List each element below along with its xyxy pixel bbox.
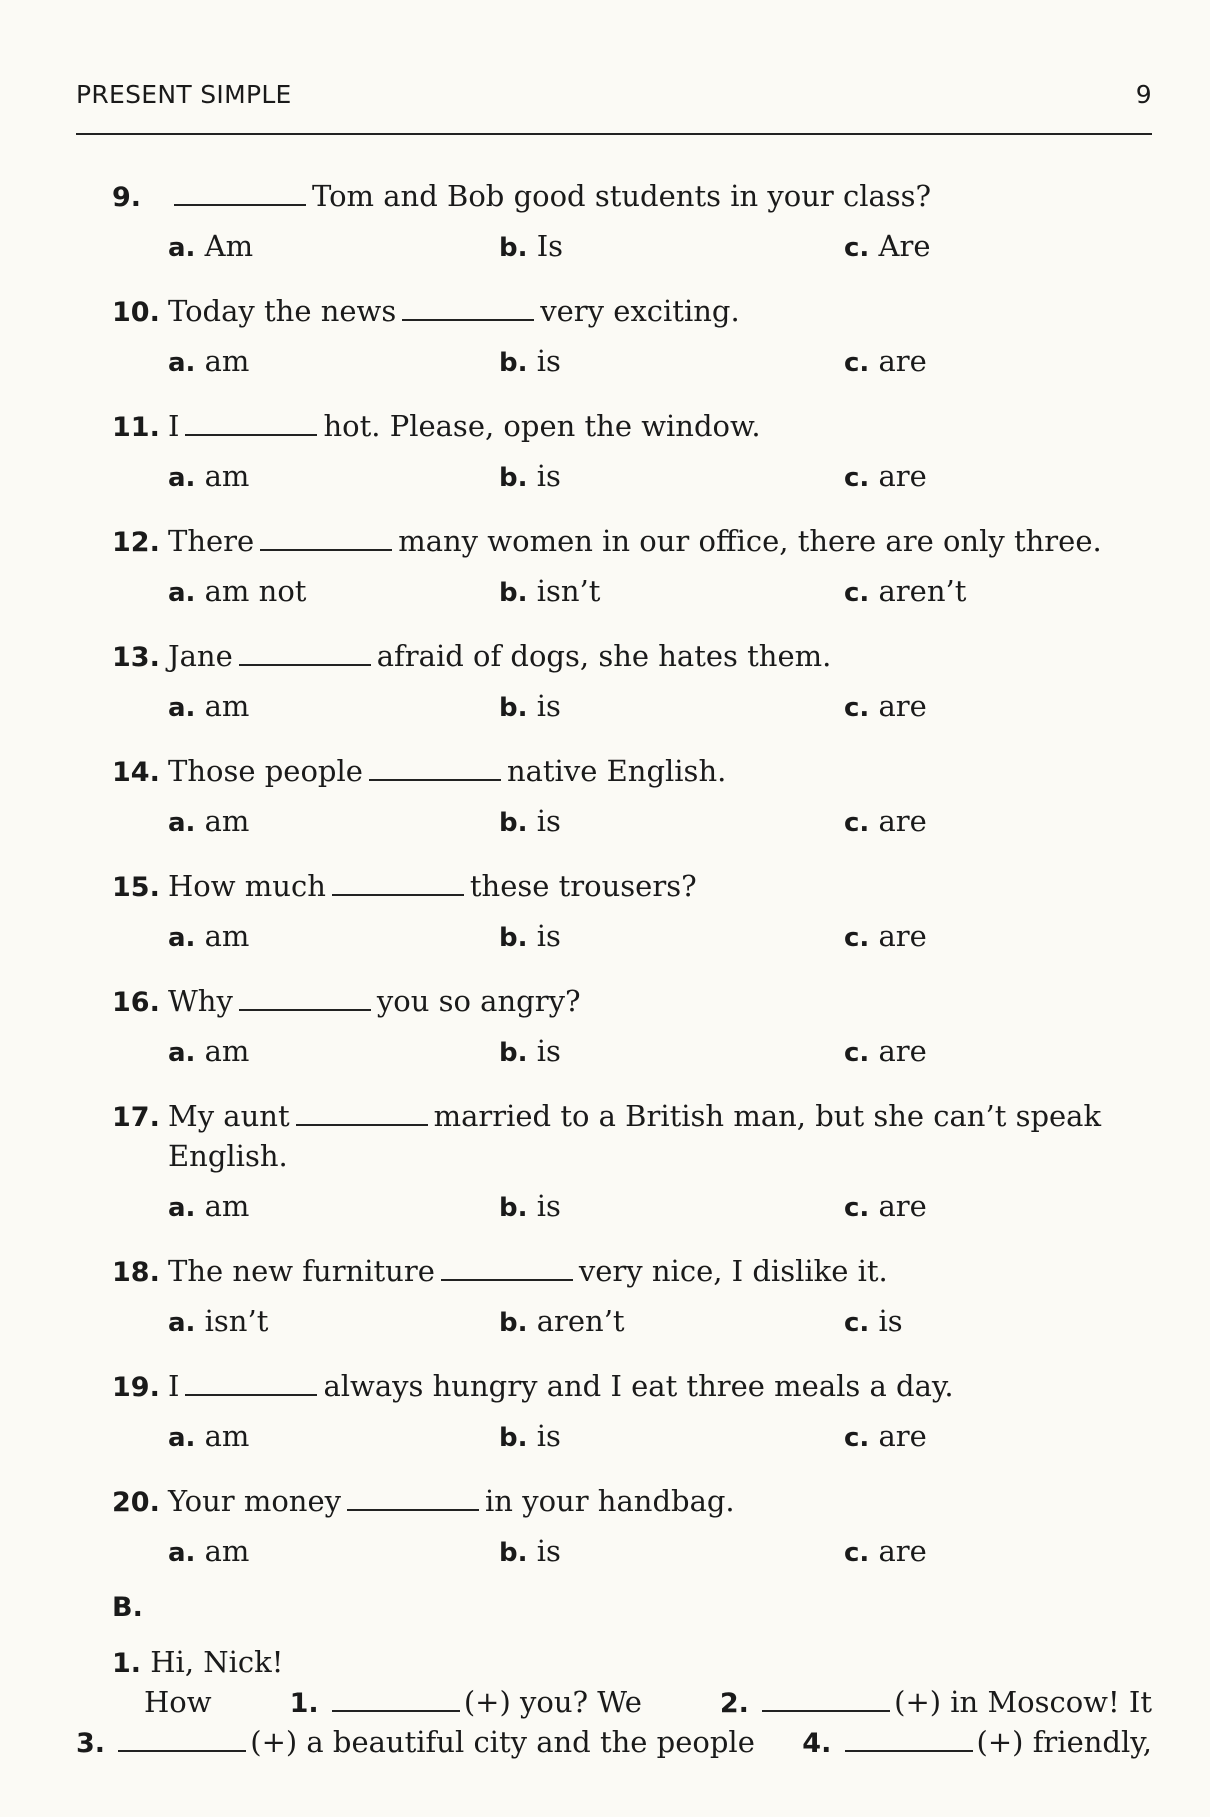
option-a[interactable]: a. Am: [168, 229, 254, 263]
option-c[interactable]: c. are: [844, 344, 927, 378]
answer-blank[interactable]: [347, 1485, 479, 1511]
option-b[interactable]: b. is: [499, 459, 561, 493]
option-c[interactable]: c. Are: [844, 229, 931, 263]
answer-options: [168, 801, 1068, 841]
question-text-before: Those people: [168, 754, 363, 788]
question-13: [112, 636, 1152, 678]
option-b[interactable]: b. is: [499, 1419, 561, 1453]
answer-options: [168, 226, 1068, 266]
question-number: 12.: [112, 527, 160, 558]
gap-3-input[interactable]: [118, 1726, 246, 1752]
question-18: [112, 1251, 1152, 1293]
letter-line-1: How 1. (+) you? We 2. (+) in Moscow! It: [144, 1685, 1152, 1719]
question-number: 10.: [112, 297, 160, 328]
option-b[interactable]: b. is: [499, 1034, 561, 1068]
question-text-after: very nice, I dislike it.: [578, 1254, 888, 1288]
question-text-before: My aunt: [168, 1099, 290, 1133]
question-text-before: Why: [168, 984, 233, 1018]
option-c[interactable]: c. aren’t: [844, 574, 967, 608]
question-text-before: Today the news: [168, 294, 397, 328]
answer-blank[interactable]: [441, 1255, 573, 1281]
answer-options: [168, 686, 1068, 726]
option-a[interactable]: a. am: [168, 919, 250, 953]
page-number: 9: [1135, 80, 1152, 109]
gap-2-input[interactable]: [762, 1686, 890, 1712]
answer-blank[interactable]: [185, 1370, 317, 1396]
answer-blank[interactable]: [332, 870, 464, 896]
question-15: [112, 866, 1152, 908]
option-b[interactable]: b. isn’t: [499, 574, 601, 608]
option-a[interactable]: a. am: [168, 459, 250, 493]
question-text-before: There: [168, 524, 255, 558]
answer-options: [168, 1301, 1068, 1341]
question-text-before: Your money: [168, 1484, 342, 1518]
option-c[interactable]: c. is: [844, 1304, 903, 1338]
question-number: 16.: [112, 987, 160, 1018]
question-text-after: very exciting.: [540, 294, 740, 328]
question-text-before: I: [168, 409, 180, 443]
option-a[interactable]: a. am: [168, 804, 250, 838]
question-number: 20.: [112, 1487, 160, 1518]
option-a[interactable]: a. isn’t: [168, 1304, 269, 1338]
question-text-after: in your handbag.: [485, 1484, 735, 1518]
option-b[interactable]: b. is: [499, 344, 561, 378]
question-number: 9.: [112, 182, 142, 213]
question-text-after: many women in our office, there are only three.: [398, 524, 1102, 558]
option-b[interactable]: b. is: [499, 1534, 561, 1568]
question-text-after: these trousers?: [469, 869, 697, 903]
option-c[interactable]: c. are: [844, 1034, 927, 1068]
option-b[interactable]: b. is: [499, 919, 561, 953]
answer-options: [168, 1531, 1068, 1571]
option-b[interactable]: b. is: [499, 804, 561, 838]
answer-blank[interactable]: [239, 985, 371, 1011]
answer-options: [168, 571, 1068, 611]
answer-options: [168, 916, 1068, 956]
option-b[interactable]: b. Is: [499, 229, 564, 263]
header-rule: [76, 133, 1152, 135]
answer-blank[interactable]: [185, 410, 317, 436]
question-text-after: Tom and Bob good students in your class?: [312, 179, 932, 213]
question-number: 14.: [112, 757, 160, 788]
question-number: 17.: [112, 1102, 160, 1133]
answer-options: [168, 1186, 1068, 1226]
answer-blank[interactable]: [260, 525, 392, 551]
question-text-before: The new furniture: [168, 1254, 435, 1288]
answer-options: [168, 1031, 1068, 1071]
answer-options: [168, 341, 1068, 381]
option-a[interactable]: a. am: [168, 1034, 250, 1068]
question-9: [112, 176, 1152, 218]
option-c[interactable]: c. are: [844, 689, 927, 723]
letter-greeting: 1. Hi, Nick!: [112, 1645, 284, 1679]
answer-options: [168, 456, 1068, 496]
question-text-before: Jane: [168, 639, 233, 673]
option-b[interactable]: b. is: [499, 689, 561, 723]
answer-blank[interactable]: [174, 180, 306, 206]
question-17: [112, 1096, 1152, 1138]
question-16: [112, 981, 1152, 1023]
question-text-after: hot. Please, open the window.: [323, 409, 761, 443]
answer-blank[interactable]: [296, 1100, 428, 1126]
answer-blank[interactable]: [369, 755, 501, 781]
question-11: [112, 406, 1152, 448]
letter-line-2: 3. (+) a beautiful city and the people 4. (+) friendly,: [76, 1725, 1152, 1759]
option-a[interactable]: a. am: [168, 1419, 250, 1453]
question-20: [112, 1481, 1152, 1523]
question-text-after: always hungry and I eat three meals a day.: [323, 1369, 954, 1403]
question-number: 19.: [112, 1372, 160, 1403]
option-c[interactable]: c. are: [844, 459, 927, 493]
question-text-after: you so angry?: [376, 984, 581, 1018]
question-number: 18.: [112, 1257, 160, 1288]
answer-blank[interactable]: [239, 640, 371, 666]
option-a[interactable]: a. am: [168, 1534, 250, 1568]
option-c[interactable]: c. are: [844, 804, 927, 838]
option-a[interactable]: a. am not: [168, 574, 307, 608]
option-c[interactable]: c. are: [844, 1534, 927, 1568]
question-number: 13.: [112, 642, 160, 673]
option-b[interactable]: b. is: [499, 1189, 561, 1223]
page-header: [76, 80, 1152, 109]
question-number: 11.: [112, 412, 160, 443]
option-a[interactable]: a. am: [168, 344, 250, 378]
question-text-after: native English.: [506, 754, 727, 788]
question-10: [112, 291, 1152, 333]
option-b[interactable]: b. aren’t: [499, 1304, 625, 1338]
option-c[interactable]: c. are: [844, 1189, 927, 1223]
question-12: [112, 521, 1152, 563]
question-19: [112, 1366, 1152, 1408]
question-text-after: married to a British man, but she can’t speak: [433, 1099, 1102, 1133]
option-c[interactable]: c. are: [844, 919, 927, 953]
gap-4-input[interactable]: [845, 1726, 973, 1752]
question-text-after: afraid of dogs, she hates them.: [376, 639, 832, 673]
answer-options: [168, 1416, 1068, 1456]
section-title: PRESENT SIMPLE: [76, 80, 292, 109]
gap-1-input[interactable]: [332, 1686, 460, 1712]
question-text-before: How much: [168, 869, 326, 903]
section-b-label: B.: [112, 1592, 143, 1623]
answer-blank[interactable]: [402, 295, 534, 321]
question-14: [112, 751, 1152, 793]
question-text-before: I: [168, 1369, 180, 1403]
question-continuation: English.: [168, 1139, 288, 1173]
option-c[interactable]: c. are: [844, 1419, 927, 1453]
option-a[interactable]: a. am: [168, 689, 250, 723]
question-number: 15.: [112, 872, 160, 903]
option-a[interactable]: a. am: [168, 1189, 250, 1223]
